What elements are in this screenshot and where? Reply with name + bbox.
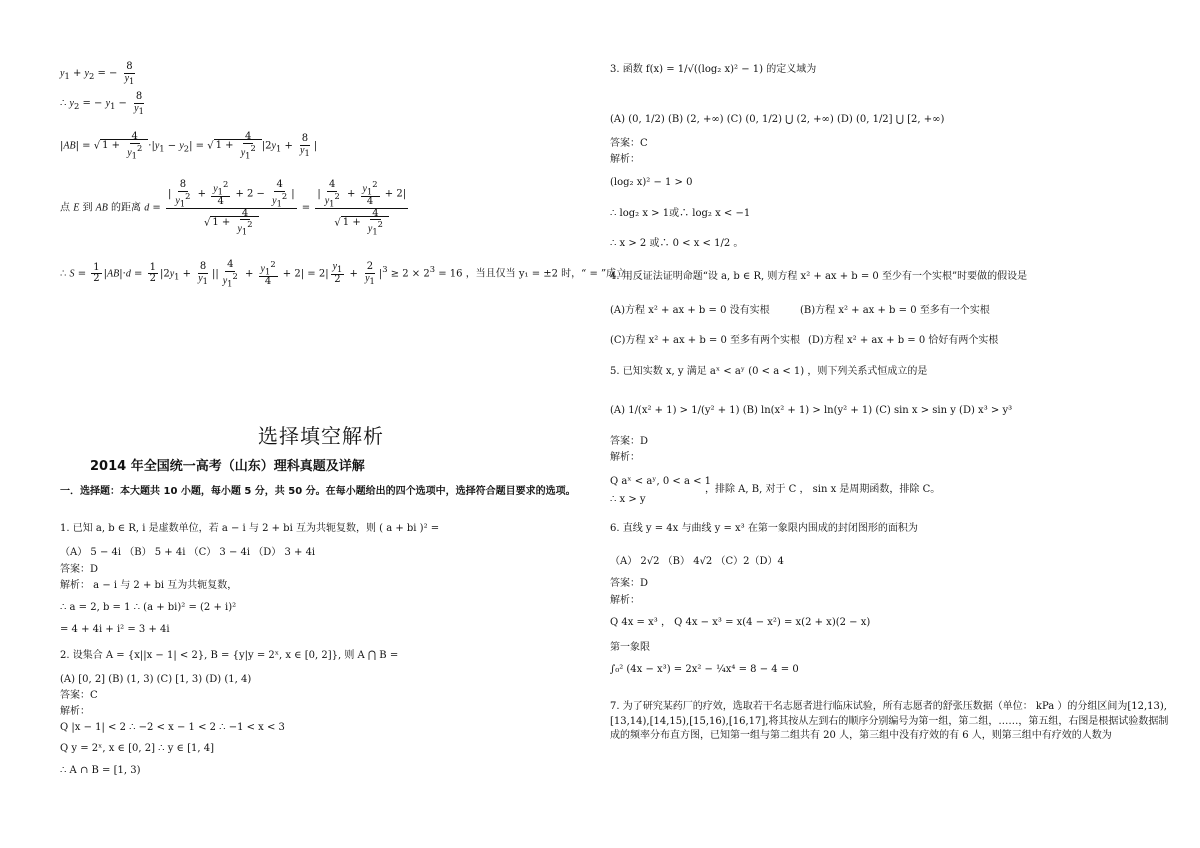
q1-options: （A） 5 − 4i （B） 5 + 4i （C） 3 − 4i （D） 3 + 4i xyxy=(60,547,316,558)
q2-options: (A) [0, 2] (B) (1, 3) (C) [1, 3) (D) (1, 4) xyxy=(60,674,252,685)
q7-stem: 7. 为了研究某药厂的疗效，选取若干名志愿者进行临床试验，所有志愿者的舒张压数据（单位： kPa ）的分组区间为[12,13),[13,14),[14,15),[15,16),[16,17],将其按从左到右的顺序分别编号为第一组，第二组，……，第五组，右图是根据试验数据制成的频率分布直方图，已知第一组与第二组共有 20 人，第三组中没有疗效的有 6 人，则第三组中有疗效的人数为 xyxy=(610,701,1169,741)
q2-step-1: Q |x − 1| < 2 ∴ −2 < x − 1 < 2 ∴ −1 < x < 3 xyxy=(60,722,285,733)
derivation-line-2: ∴ $y_2$ = − $y_1$ − $\frac{8}{y_1}$ xyxy=(60,91,144,116)
q2-stem: 2. 设集合 A = {x||x − 1| < 2}, B = {y|y = 2ˣ, x ∈ [0, 2]}, 则 A ⋂ B = xyxy=(60,650,399,661)
q1-step-1: ∴ a = 2, b = 1 ∴ (a + bi)² = (2 + i)² xyxy=(60,602,237,613)
derivation-line-3: |AB| = √ 1 + $\frac{4}{y_1^2}$ $\cdot|y_1 - y_2|$ = √ 1 + $\frac{4}{y_1^2}$ $|2y_1$ + $\frac{8}{y_1}$ | xyxy=(60,131,318,160)
q6-stem: 6. 直线 y = 4x 与曲线 y = x³ 在第一象限内围成的封闭图形的面积为 xyxy=(610,523,918,534)
q5-step-1b: ，排除 A, B, 对于 C ， sin x 是周期函数，排除 C。 xyxy=(705,484,941,495)
equality-condition: ，当且仅当 y₁ = ±2 时，“ = ”成立. xyxy=(465,268,630,280)
q2-step-3: ∴ A ∩ B = [1, 3) xyxy=(60,765,141,776)
q3-step-2: ∴ log₂ x > 1或∴ log₂ x < −1 xyxy=(610,208,751,219)
q3-analysis: 解析： xyxy=(610,154,640,165)
derivation-line-5: ∴ S = $\frac{1}{2}$ |AB|·d = $\frac{1}{2}$ $|2y_1$ + $\frac{8}{y_1}$ || $\frac{4}{y_1^2}$ + $\frac{y_1^2}{4}$ + 2| = 2| $\frac{y_1}{2}$ + $\frac{2}{y_1}$ $|^3 \ge 2 \times 2^3 = 16$ ，当且仅当 y₁ = ±2 时，“ = ”成立. xyxy=(60,259,630,288)
q3-answer: 答案：C xyxy=(610,138,648,149)
q6-analysis: 解析： xyxy=(610,595,640,606)
q2-step-2: Q y = 2ˣ, x ∈ [0, 2] ∴ y ∈ [1, 4] xyxy=(60,743,215,754)
q5-step-2: ∴ x > y xyxy=(610,494,646,505)
q6-step-2: 第一象限 xyxy=(610,642,650,653)
exam-subtitle: 2014 年全国统一高考（山东）理科真题及详解 xyxy=(90,459,365,474)
q5-answer: 答案：D xyxy=(610,436,649,447)
q4-option-d: (D)方程 x² + ax + b = 0 恰好有两个实根 xyxy=(808,335,999,346)
q4-option-b: (B)方程 x² + ax + b = 0 至多有一个实根 xyxy=(800,305,990,316)
q4-option-c: (C)方程 x² + ax + b = 0 至多有两个实根 xyxy=(610,335,801,346)
q2-analysis: 解析： xyxy=(60,706,90,717)
q1-step-2: = 4 + 4i + i² = 3 + 4i xyxy=(60,624,170,635)
q5-stem: 5. 已知实数 x, y 满足 aˣ < aʸ (0 < a < 1) ，则下列关系式恒成立的是 xyxy=(610,366,928,377)
q3-step-3: ∴ x > 2 或∴ 0 < x < 1/2 。 xyxy=(610,238,744,249)
q4-stem: 4. 用反证法证明命题“设 a, b ∈ R, 则方程 x² + ax + b = 0 至少有一个实根”时要做的假设是 xyxy=(610,271,1028,282)
q5-options: (A) 1/(x² + 1) > 1/(y² + 1) (B) ln(x² + 1) > ln(y² + 1) (C) sin x > sin y (D) x³ > y³ xyxy=(610,405,1013,416)
q6-step-3: ∫₀² (4x − x³) = 2x² − ¼x⁴ = 8 − 4 = 0 xyxy=(610,664,799,675)
q6-answer: 答案：D xyxy=(610,578,649,589)
derivation-line-1: $y_1 + y_2$ = − $\frac{8}{y_1}$ xyxy=(60,61,135,86)
q2-answer: 答案：C xyxy=(60,690,98,701)
derivation-line-4: 点 E 到 AB 的距离 d = | $\frac{8}{y_1^2}$ + $\frac{y_1^2}{4}$ + 2 − $\frac{4}{y_1^2}$ | √ 1 + $\frac{4}{y_1^2}$ = | $\frac{4}{y_1^2}$ + $\frac{y_1^2}{4}$ + 2| √ 1 + $\frac{4}{y_1^2}$ xyxy=(60,179,407,237)
q6-options: （A） 2√2 （B） 4√2 （C）2（D）4 xyxy=(610,556,784,567)
q3-step-1: (log₂ x)² − 1 > 0 xyxy=(610,177,693,188)
q1-answer: 答案：D xyxy=(60,564,99,575)
q5-analysis: 解析： xyxy=(610,452,640,463)
q1-analysis: 解析： a − i 与 2 + bi 互为共轭复数， xyxy=(60,580,238,591)
q6-step-1: Q 4x = x³ ， Q 4x − x³ = x(4 − x²) = x(2 + x)(2 − x) xyxy=(610,617,871,628)
q5-step-1a: Q aˣ < aʸ, 0 < a < 1 xyxy=(610,476,712,487)
page-title: 选择填空解析 xyxy=(258,424,384,448)
q1-stem: 1. 已知 a, b ∈ R, i 是虚数单位，若 a − i 与 2 + bi 互为共轭复数，则 ( a + bi )² = xyxy=(60,523,440,534)
q3-options: (A) (0, 1/2) (B) (2, +∞) (C) (0, 1/2) ⋃ (2, +∞) (D) (0, 1/2] ⋃ [2, +∞) xyxy=(610,114,945,125)
section-heading: 一．选择题：本大题共 10 小题，每小题 5 分，共 50 分。在每小题给出的四个选项中，选择符合题目要求的选项。 xyxy=(60,486,576,497)
q4-option-a: (A)方程 x² + ax + b = 0 没有实根 xyxy=(610,305,770,316)
q3-stem: 3. 函数 f(x) = 1/√((log₂ x)² − 1) 的定义域为 xyxy=(610,64,817,75)
